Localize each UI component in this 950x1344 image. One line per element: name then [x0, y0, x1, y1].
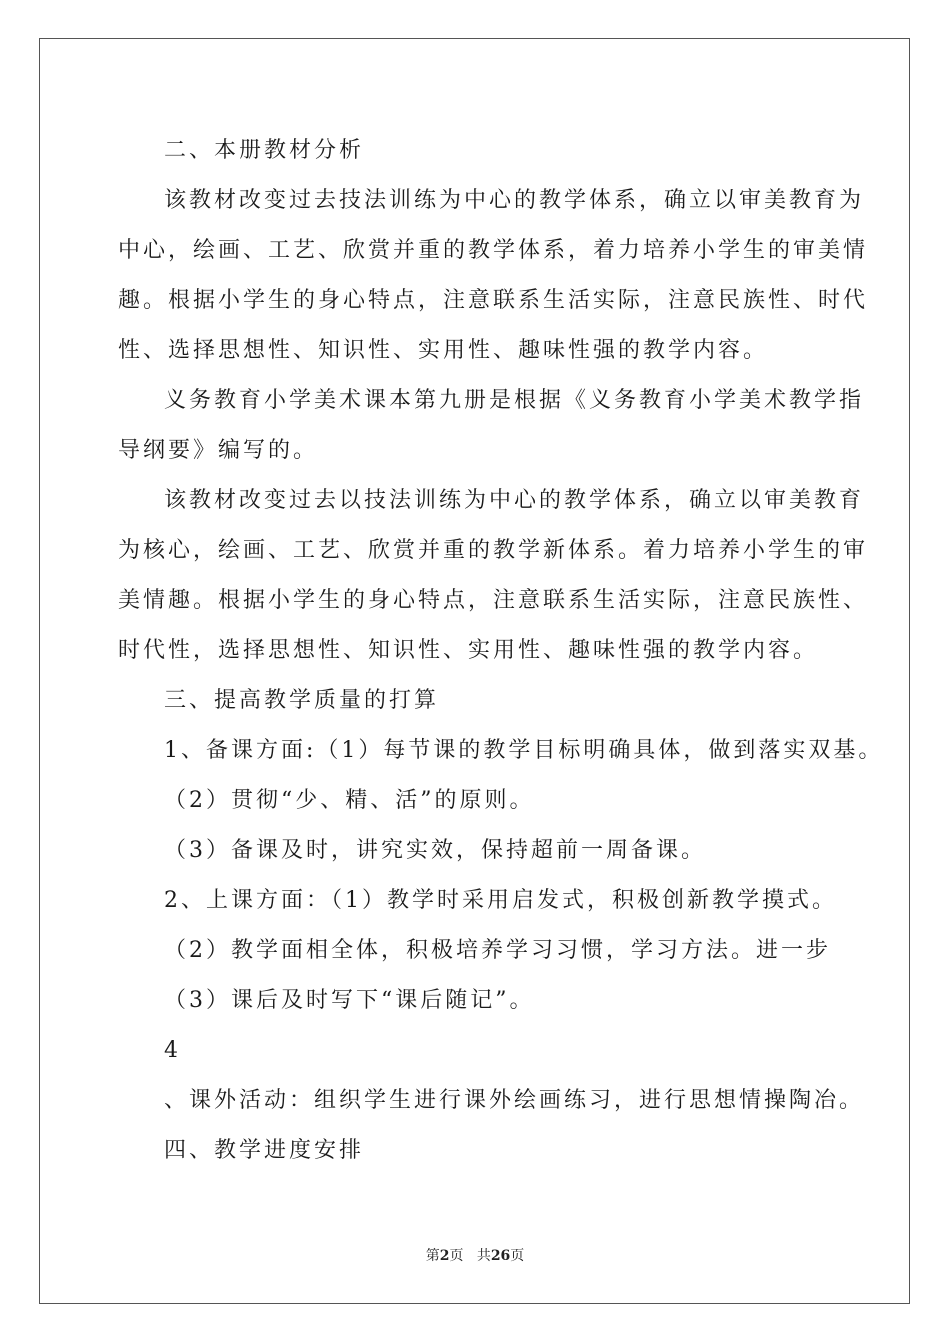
list-item: （2）贯彻“少、精、活”的原则。 — [164, 788, 535, 813]
list-item: （3）备课及时，讲究实效，保持超前一周备课。 — [164, 838, 706, 863]
paragraph-line: 中心，绘画、工艺、欣赏并重的教学体系，着力培养小学生的审美情 — [118, 238, 869, 263]
footer-page-unit: 页 — [449, 1248, 464, 1264]
footer-total-pages: 26 — [490, 1248, 511, 1264]
footer-total-prefix: 共 — [476, 1248, 491, 1264]
footer-total-unit: 页 — [510, 1248, 525, 1264]
paragraph-line: 美情趣。根据小学生的身心特点，注意联系生活实际，注意民族性、 — [118, 588, 869, 613]
list-item: 、课外活动：组织学生进行课外绘画练习，进行思想情操陶冶。 — [164, 1088, 865, 1113]
list-item-number: 4 — [164, 1038, 181, 1063]
paragraph-line: 该教材改变过去技法训练为中心的教学体系，确立以审美教育为 — [164, 188, 865, 213]
page-footer — [0, 1245, 950, 1265]
list-item: （3）课后及时写下“课后随记”。 — [164, 988, 535, 1013]
paragraph-line: 为核心，绘画、工艺、欣赏并重的教学新体系。着力培养小学生的审 — [118, 538, 869, 563]
section-heading: 四、教学进度安排 — [164, 1138, 365, 1163]
footer-prefix: 第 — [425, 1248, 440, 1264]
list-item: （2）教学面相全体，积极培养学习习惯，学习方法。进一步 — [164, 938, 831, 963]
paragraph-line: 时代性，选择思想性、知识性、实用性、趣味性强的教学内容。 — [118, 638, 819, 663]
paragraph-line: 该教材改变过去以技法训练为中心的教学体系，确立以审美教育 — [164, 488, 865, 513]
list-item: 1、备课方面:（1）每节课的教学目标明确具体，做到落实双基。 — [164, 738, 884, 763]
paragraph-line: 趣。根据小学生的身心特点，注意联系生活实际，注意民族性、时代 — [118, 288, 869, 313]
section-heading: 三、提高教学质量的打算 — [164, 688, 440, 713]
paragraph-line: 义务教育小学美术课本第九册是根据《义务教育小学美术教学指 — [164, 388, 865, 413]
footer-page-number: 2 — [439, 1248, 450, 1264]
paragraph-line: 性、选择思想性、知识性、实用性、趣味性强的教学内容。 — [118, 338, 769, 363]
list-item: 2、上课方面：（1）教学时采用启发式，积极创新教学摸式。 — [164, 888, 837, 913]
paragraph-line: 导纲要》编写的。 — [118, 438, 319, 463]
section-heading: 二、本册教材分析 — [164, 138, 365, 163]
